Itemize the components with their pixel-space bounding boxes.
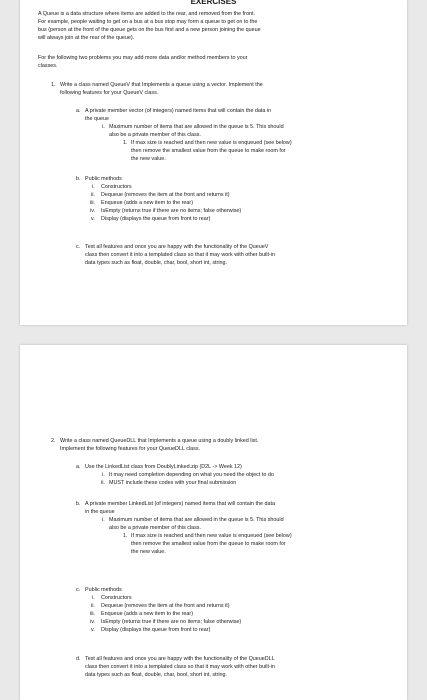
q2-text: Implement the following features for your QueueDLL class. [60, 446, 201, 452]
q1a-marker: a. [76, 108, 81, 114]
q2b-text: A private member LinkedList (of integers) named items that will contain the data [85, 501, 275, 507]
q1b-item-marker: v. [91, 216, 95, 222]
q1a-text: the queue [85, 116, 109, 122]
q1a-sub1-marker: 1. [123, 140, 128, 146]
q2a-text: Use the LinkedList class from DoublyLinked.zip (D2L -> Week 12) [85, 464, 242, 470]
q2c-item-marker: ii. [91, 603, 95, 609]
q2a-item: It may need completion depending on what you need the object to do [109, 472, 274, 478]
q1b-item: Display (displays the queue from front to rear) [101, 216, 211, 222]
q1c-text: class then convert it into a templated class so that it may work with other built-in [85, 252, 275, 258]
q2b-marker: b. [76, 501, 81, 507]
q1a-i-marker: i. [102, 124, 105, 130]
q2b-i-marker: i. [102, 517, 105, 523]
q2c-item-marker: iii. [90, 611, 96, 617]
q2a-item-marker: ii. [101, 480, 105, 486]
note-line: For the following two problems you may add more data and/or method members to your [38, 55, 248, 61]
intro-line: For example, people waiting to get on a bus at a bus stop may form a queue to get on to the [38, 19, 258, 25]
q2b-sub1-marker: 1. [123, 533, 128, 539]
q1b-item-marker: iv. [90, 208, 95, 214]
q2c-item: Display (displays the queue from front to rear) [101, 627, 211, 633]
page-title: EXERCISES [190, 0, 237, 6]
document-page-1 [20, 0, 407, 325]
intro-line: bus (person at the front of the queue gets on the bus first and a new person joining the queue [38, 27, 261, 33]
q1b-item-marker: i. [92, 184, 95, 190]
q1b-item-marker: ii. [91, 192, 95, 198]
q1a-sub1-text: If max size is reached and then new value is enqueued (see below) [131, 140, 292, 146]
q2c-text: Public methods [85, 587, 122, 593]
q1b-text: Public methods [85, 176, 122, 182]
q2c-marker: c. [76, 587, 81, 593]
q2b-sub1-text: the new value. [131, 549, 166, 555]
q2a-item-marker: i. [102, 472, 105, 478]
q1a-sub1-text: the new value. [131, 156, 166, 162]
q1b-item: Dequeue (removes the item at the front and returns it) [101, 192, 230, 198]
q1b-item: Constructors [101, 184, 132, 190]
q1a-i-text: Maximum number of items that are allowed in the queue is 5. This should [109, 124, 284, 130]
intro-line: A Queue is a data structure where items are added to the rear, and removed from the front. [38, 11, 255, 17]
intro-line: will always join at the rear of the queue). [38, 35, 135, 41]
q1c-marker: c. [76, 244, 81, 250]
q1b-marker: b. [76, 176, 81, 182]
note-line: classes. [38, 63, 58, 69]
q1c-text: Test all features and once you are happy with the functionality of the QueueV [85, 244, 269, 250]
q2c-item: Dequeue (removes the item at the front and returns it) [101, 603, 230, 609]
q2-number: 2. [51, 438, 56, 444]
q1b-item-marker: iii. [90, 200, 96, 206]
q2d-marker: d. [76, 656, 81, 662]
document-page-2 [20, 345, 407, 700]
q1-text: Write a class named QueueV that Implements a queue using a vector. Implement the [60, 82, 263, 88]
q1-text: following features for your QueueV class. [60, 90, 159, 96]
q1a-text: A private member vector (of integers) named items that will contain the data in [85, 108, 272, 114]
q1a-sub1-text: then remove the smallest value from the queue to make room for [131, 148, 286, 154]
q2c-item-marker: v. [91, 627, 95, 633]
q2c-item-marker: i. [92, 595, 95, 601]
q1b-item: IsEmpty (returns true if there are no items; false otherwise) [101, 208, 242, 214]
q2b-i-text: also be a private member of this class. [109, 525, 201, 531]
q2d-text: data types such as float, double, char, bool, short int, string. [85, 672, 228, 678]
q2d-text: Test all features and once you are happy with the functionality of the QueueDLL [85, 656, 275, 662]
q1-number: 1. [51, 82, 56, 88]
q2a-marker: a. [76, 464, 81, 470]
q2a-item: MUST include these codes with your final submission [109, 480, 237, 486]
q1a-i-text: also be a private member of this class. [109, 132, 201, 138]
q2b-sub1-text: then remove the smallest value from the queue to make room for [131, 541, 286, 547]
q1c-text: data types such as float, double, char, bool, short int, string. [85, 260, 228, 266]
q2-text: Write a class named QueueDLL that Implements a queue using a doubly linked list. [60, 438, 259, 444]
q2d-text: class then convert it into a templated class so that it may work with other built-in [85, 664, 275, 670]
q2c-item: Constructors [101, 595, 132, 601]
q2b-text: in the queue [85, 509, 115, 515]
q1b-item: Enqueue (adds a new item to the rear) [101, 200, 193, 206]
q2c-item: IsEmpty (returns true if there are no items; false otherwise) [101, 619, 242, 625]
q2b-sub1-text: If max size is reached and then new value is enqueued (see below) [131, 533, 292, 539]
q2c-item-marker: iv. [90, 619, 95, 625]
q2c-item: Enqueue (adds a new item to the rear) [101, 611, 193, 617]
q2b-i-text: Maximum number of items that are allowed in the queue is 5. This should [109, 517, 284, 523]
